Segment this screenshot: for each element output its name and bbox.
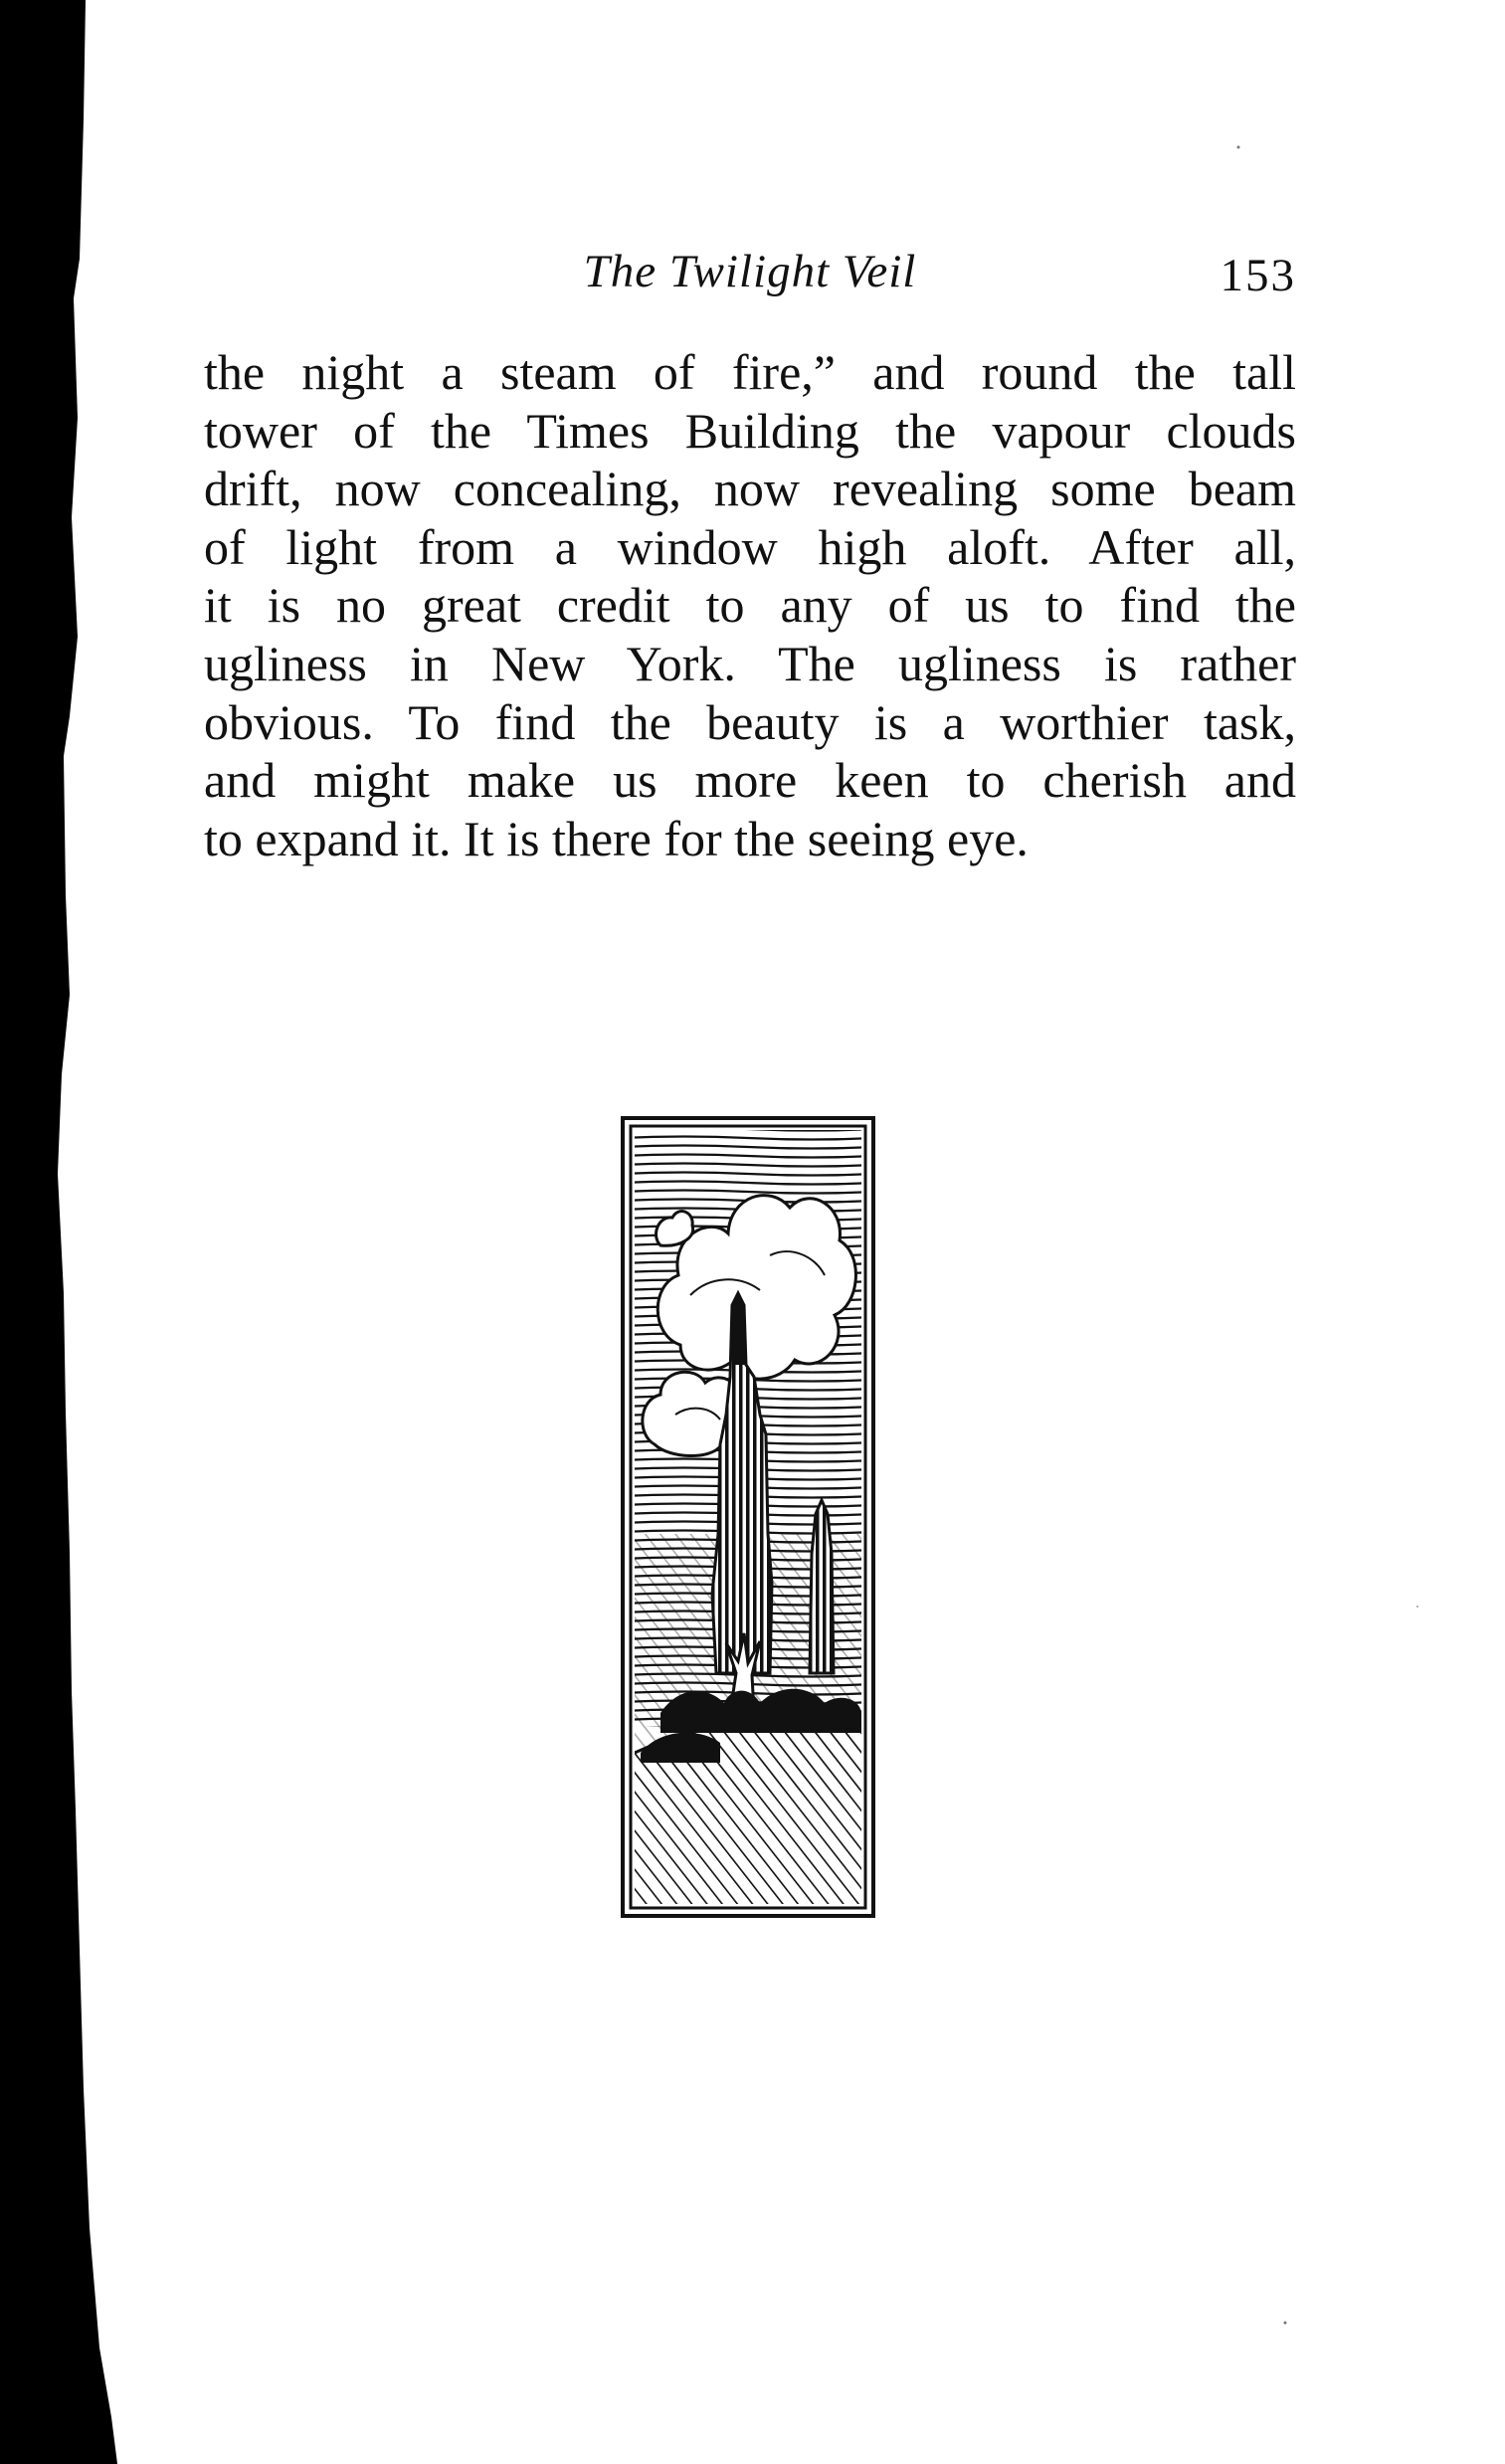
text-line: ugliness in New York. The ugliness is rather	[204, 635, 1296, 691]
text-line: the night a steam of fire,” and round the tall	[204, 344, 1296, 400]
running-head	[204, 245, 1296, 304]
text-line: it is no great credit to any of us to find the	[204, 577, 1296, 634]
scanned-binding-edge	[0, 0, 117, 2464]
page-number: 153	[1220, 250, 1296, 301]
text-line: drift, now concealing, now revealing some beam	[204, 461, 1296, 517]
text-line: tower of the Times Building the vapour clouds	[204, 402, 1296, 459]
text-line: and might make us more keen to cherish and	[204, 752, 1296, 809]
text-line: obvious. To find the beauty is a worthier task,	[204, 693, 1296, 750]
text-line: to expand it. It is there for the seeing eye.	[204, 810, 1029, 866]
running-title: The Twilight Veil	[583, 246, 917, 297]
skyscraper-woodcut-illustration	[621, 1116, 875, 1918]
body-paragraph	[204, 343, 1296, 867]
text-line: of light from a window high aloft. After all,	[204, 518, 1296, 575]
